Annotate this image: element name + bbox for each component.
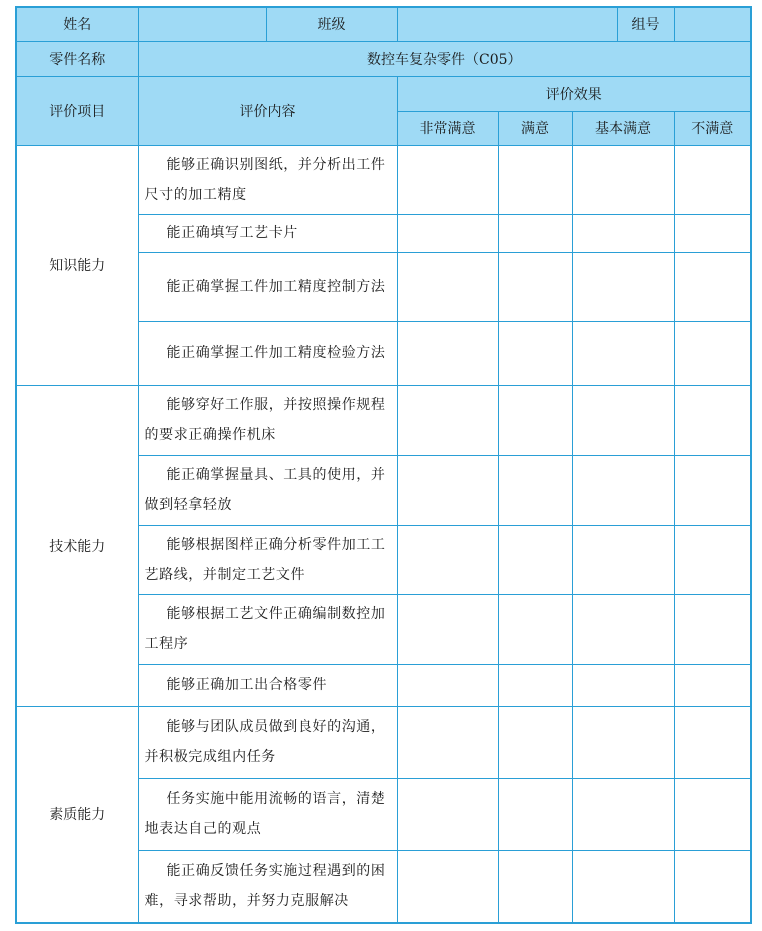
part-name-label: 零件名称 xyxy=(16,41,138,76)
item-text: 能够正确加工出合格零件 xyxy=(138,664,397,706)
table-row xyxy=(16,706,751,778)
eval-header-row-1 xyxy=(16,76,751,111)
rating-cell[interactable] xyxy=(498,778,572,850)
rating-cell[interactable] xyxy=(397,455,498,525)
eval-item-header: 评价项目 xyxy=(16,76,138,145)
rating-cell[interactable] xyxy=(397,778,498,850)
rating-cell[interactable] xyxy=(572,214,674,252)
rating-cell[interactable] xyxy=(674,594,751,664)
group-value-field[interactable] xyxy=(674,7,751,41)
item-text: 能正确反馈任务实施过程遇到的困难，寻求帮助，并努力克服解决 xyxy=(138,850,397,923)
rating-cell[interactable] xyxy=(397,594,498,664)
rating-cell[interactable] xyxy=(397,321,498,385)
level-satisfied-header: 满意 xyxy=(498,111,572,145)
part-row xyxy=(16,41,751,76)
item-text: 能正确掌握工件加工精度检验方法 xyxy=(138,321,397,385)
rating-cell[interactable] xyxy=(674,145,751,214)
rating-cell[interactable] xyxy=(397,252,498,321)
rating-cell[interactable] xyxy=(674,850,751,923)
group-label: 组号 xyxy=(617,7,674,41)
table-row xyxy=(16,145,751,214)
part-name-value: 数控车复杂零件（C05） xyxy=(138,41,751,76)
rating-cell[interactable] xyxy=(674,385,751,455)
rating-cell[interactable] xyxy=(498,706,572,778)
level-very-satisfied-header: 非常满意 xyxy=(397,111,498,145)
rating-cell[interactable] xyxy=(674,706,751,778)
rating-cell[interactable] xyxy=(498,321,572,385)
rating-cell[interactable] xyxy=(572,706,674,778)
eval-effect-header: 评价效果 xyxy=(397,76,751,111)
rating-cell[interactable] xyxy=(572,525,674,594)
item-text: 能正确掌握工件加工精度控制方法 xyxy=(138,252,397,321)
rating-cell[interactable] xyxy=(572,850,674,923)
item-text: 能够正确识别图纸，并分析出工件尺寸的加工精度 xyxy=(138,145,397,214)
rating-cell[interactable] xyxy=(498,850,572,923)
item-text: 能够根据图样正确分析零件加工工艺路线，并制定工艺文件 xyxy=(138,525,397,594)
item-text: 能正确填写工艺卡片 xyxy=(138,214,397,252)
evaluation-form-table xyxy=(15,6,752,924)
section-knowledge-label: 知识能力 xyxy=(16,145,138,385)
section-technical-label: 技术能力 xyxy=(16,385,138,706)
rating-cell[interactable] xyxy=(674,664,751,706)
rating-cell[interactable] xyxy=(572,321,674,385)
rating-cell[interactable] xyxy=(498,455,572,525)
rating-cell[interactable] xyxy=(498,214,572,252)
rating-cell[interactable] xyxy=(674,321,751,385)
rating-cell[interactable] xyxy=(572,385,674,455)
rating-cell[interactable] xyxy=(572,664,674,706)
rating-cell[interactable] xyxy=(572,594,674,664)
rating-cell[interactable] xyxy=(397,525,498,594)
table-row xyxy=(16,385,751,455)
rating-cell[interactable] xyxy=(498,525,572,594)
rating-cell[interactable] xyxy=(498,385,572,455)
section-quality-label: 素质能力 xyxy=(16,706,138,923)
rating-cell[interactable] xyxy=(674,455,751,525)
rating-cell[interactable] xyxy=(572,145,674,214)
rating-cell[interactable] xyxy=(572,455,674,525)
rating-cell[interactable] xyxy=(572,252,674,321)
rating-cell[interactable] xyxy=(498,145,572,214)
rating-cell[interactable] xyxy=(674,214,751,252)
rating-cell[interactable] xyxy=(397,706,498,778)
class-value-field[interactable] xyxy=(397,7,617,41)
info-row xyxy=(16,7,751,41)
item-text: 能够穿好工作服，并按照操作规程的要求正确操作机床 xyxy=(138,385,397,455)
item-text: 任务实施中能用流畅的语言，清楚地表达自己的观点 xyxy=(138,778,397,850)
rating-cell[interactable] xyxy=(397,145,498,214)
rating-cell[interactable] xyxy=(674,778,751,850)
level-basically-satisfied-header: 基本满意 xyxy=(572,111,674,145)
rating-cell[interactable] xyxy=(397,664,498,706)
rating-cell[interactable] xyxy=(674,525,751,594)
rating-cell[interactable] xyxy=(498,252,572,321)
item-text: 能够根据工艺文件正确编制数控加工程序 xyxy=(138,594,397,664)
rating-cell[interactable] xyxy=(572,778,674,850)
rating-cell[interactable] xyxy=(397,214,498,252)
item-text: 能正确掌握量具、工具的使用，并做到轻拿轻放 xyxy=(138,455,397,525)
eval-content-header: 评价内容 xyxy=(138,76,397,145)
rating-cell[interactable] xyxy=(674,252,751,321)
rating-cell[interactable] xyxy=(498,594,572,664)
class-label: 班级 xyxy=(266,7,397,41)
rating-cell[interactable] xyxy=(498,664,572,706)
rating-cell[interactable] xyxy=(397,385,498,455)
item-text: 能够与团队成员做到良好的沟通，并积极完成组内任务 xyxy=(138,706,397,778)
name-value-field[interactable] xyxy=(138,7,266,41)
level-not-satisfied-header: 不满意 xyxy=(674,111,751,145)
name-label: 姓名 xyxy=(16,7,138,41)
rating-cell[interactable] xyxy=(397,850,498,923)
